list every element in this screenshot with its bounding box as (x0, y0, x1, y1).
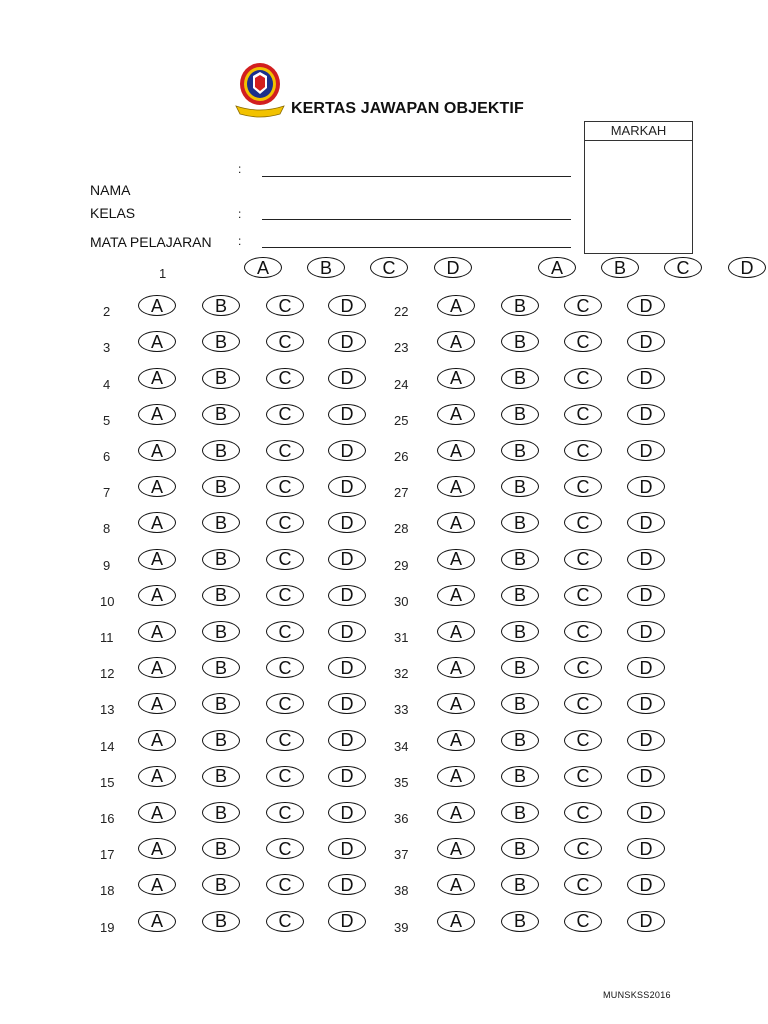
answer-bubble-b[interactable]: B (501, 802, 539, 823)
answer-bubble-d[interactable]: D (328, 585, 366, 606)
question-number: 24 (394, 376, 409, 392)
answer-bubble-b[interactable]: B (501, 476, 539, 497)
answer-bubble-b[interactable]: B (202, 549, 240, 570)
answer-bubble-b[interactable]: B (501, 874, 539, 895)
answer-bubble-b[interactable]: B (501, 440, 539, 461)
question-number: 39 (394, 919, 409, 935)
answer-bubble-d[interactable]: D (627, 585, 665, 606)
answer-bubble-c[interactable]: C (266, 838, 304, 859)
question-number: 8 (103, 521, 111, 537)
answer-bubble-b[interactable]: B (202, 874, 240, 895)
answer-bubble-c[interactable]: C (266, 585, 304, 606)
answer-bubble-c[interactable]: C (564, 512, 602, 533)
answer-bubble-c[interactable]: C (664, 257, 702, 278)
question-number: 31 (394, 630, 409, 645)
question-number: 3 (103, 340, 111, 356)
answer-bubble-d[interactable]: D (434, 257, 472, 278)
answer-bubble-d[interactable]: D (627, 331, 665, 352)
question-number: 26 (394, 449, 409, 464)
answer-bubble-c[interactable]: C (266, 766, 304, 787)
answer-bubble-a[interactable]: A (437, 331, 475, 352)
answer-bubble-d[interactable]: D (627, 512, 665, 533)
answer-bubble-d[interactable]: D (328, 295, 366, 316)
answer-bubble-c[interactable]: C (370, 257, 408, 278)
answer-bubble-c[interactable]: C (266, 331, 304, 352)
marks-label: MARKAH (585, 122, 692, 141)
answer-bubble-d[interactable]: D (328, 621, 366, 642)
answer-bubble-a[interactable]: A (138, 621, 176, 642)
answer-bubble-d[interactable]: D (328, 512, 366, 533)
question-number: 29 (394, 557, 409, 573)
question-number: 2 (103, 304, 111, 320)
answer-bubble-a[interactable]: A (437, 295, 475, 316)
question-number: 25 (394, 412, 409, 428)
answer-bubble-a[interactable]: A (437, 730, 475, 751)
answer-bubble-a[interactable]: A (437, 549, 475, 570)
answer-bubble-c[interactable]: C (564, 693, 602, 714)
answer-bubble-c[interactable]: C (564, 549, 602, 570)
question-number: 9 (103, 557, 111, 573)
answer-bubble-a[interactable]: A (138, 766, 176, 787)
question-number: 13 (100, 702, 115, 718)
answer-bubble-a[interactable]: A (538, 257, 576, 278)
school-crest-logo (234, 62, 286, 118)
page-title: KERTAS JAWAPAN OBJEKTIF (291, 100, 524, 117)
answer-bubble-a[interactable]: A (437, 838, 475, 859)
answer-bubble-d[interactable]: D (328, 838, 366, 859)
answer-bubble-a[interactable]: A (437, 404, 475, 425)
answer-bubble-d[interactable]: D (328, 730, 366, 751)
answer-bubble-b[interactable]: B (307, 257, 345, 278)
answer-bubble-d[interactable]: D (328, 802, 366, 823)
answer-bubble-c[interactable]: C (564, 621, 602, 642)
question-number: 37 (394, 847, 409, 863)
question-number: 10 (100, 593, 115, 609)
question-number: 35 (394, 774, 409, 790)
answer-bubble-c[interactable]: C (564, 911, 602, 932)
answer-bubble-d[interactable]: D (627, 766, 665, 787)
answer-bubble-a[interactable]: A (437, 585, 475, 606)
answer-bubble-d[interactable]: D (627, 657, 665, 678)
question-number: 6 (103, 449, 111, 464)
answer-bubble-a[interactable]: A (138, 693, 176, 714)
answer-bubble-b[interactable]: B (501, 331, 539, 352)
answer-bubble-b[interactable]: B (202, 657, 240, 678)
answer-bubble-d[interactable]: D (627, 404, 665, 425)
name-colon: : (238, 162, 242, 176)
answer-bubble-a[interactable]: A (437, 440, 475, 461)
answer-bubble-d[interactable]: D (627, 440, 665, 461)
footer-code: MUNSKSS2016 (603, 990, 671, 1000)
answer-bubble-a[interactable]: A (138, 295, 176, 316)
answer-bubble-c[interactable]: C (266, 404, 304, 425)
answer-bubble-d[interactable]: D (627, 549, 665, 570)
answer-bubble-a[interactable]: A (437, 693, 475, 714)
answer-bubble-d[interactable]: D (728, 257, 766, 278)
question-number: 22 (394, 304, 409, 320)
answer-bubble-a[interactable]: A (437, 657, 475, 678)
answer-bubble-b[interactable]: B (202, 295, 240, 316)
answer-bubble-d[interactable]: D (627, 802, 665, 823)
answer-bubble-c[interactable]: C (266, 730, 304, 751)
answer-bubble-d[interactable]: D (328, 368, 366, 389)
answer-bubble-b[interactable]: B (501, 766, 539, 787)
answer-bubble-b[interactable]: B (202, 476, 240, 497)
answer-bubble-b[interactable]: B (202, 621, 240, 642)
answer-bubble-a[interactable]: A (138, 512, 176, 533)
answer-bubble-b[interactable]: B (501, 693, 539, 714)
answer-bubble-b[interactable]: B (202, 802, 240, 823)
answer-bubble-d[interactable]: D (328, 911, 366, 932)
answer-bubble-b[interactable]: B (202, 693, 240, 714)
answer-bubble-a[interactable]: A (138, 331, 176, 352)
question-number: 12 (100, 666, 115, 682)
question-number: 1 (159, 266, 167, 281)
class-colon: : (238, 207, 242, 221)
answer-bubble-a[interactable]: A (138, 730, 176, 751)
answer-bubble-b[interactable]: B (202, 585, 240, 606)
question-number: 23 (394, 340, 409, 356)
question-number: 4 (103, 376, 111, 392)
answer-bubble-c[interactable]: C (564, 802, 602, 823)
answer-bubble-d[interactable]: D (328, 476, 366, 497)
question-number: 36 (394, 811, 409, 826)
answer-bubble-b[interactable]: B (202, 404, 240, 425)
answer-bubble-c[interactable]: C (266, 512, 304, 533)
answer-bubble-b[interactable]: B (501, 621, 539, 642)
answer-bubble-a[interactable]: A (138, 440, 176, 461)
answer-bubble-b[interactable]: B (202, 911, 240, 932)
answer-bubble-c[interactable]: C (564, 404, 602, 425)
answer-bubble-a[interactable]: A (437, 802, 475, 823)
answer-bubble-c[interactable]: C (266, 440, 304, 461)
class-line[interactable] (262, 219, 571, 220)
question-number: 7 (103, 485, 111, 501)
name-line[interactable] (262, 176, 571, 177)
answer-bubble-c[interactable]: C (564, 838, 602, 859)
answer-bubble-c[interactable]: C (564, 476, 602, 497)
question-number: 28 (394, 521, 409, 537)
answer-bubble-d[interactable]: D (627, 368, 665, 389)
answer-bubble-d[interactable]: D (627, 693, 665, 714)
answer-bubble-d[interactable]: D (328, 440, 366, 461)
answer-bubble-d[interactable]: D (328, 693, 366, 714)
answer-bubble-b[interactable]: B (501, 404, 539, 425)
answer-bubble-b[interactable]: B (202, 838, 240, 859)
question-number: 32 (394, 666, 409, 682)
subject-colon: : (238, 234, 242, 248)
question-number: 33 (394, 702, 409, 718)
class-label: KELAS (90, 205, 136, 221)
answer-bubble-d[interactable]: D (627, 476, 665, 497)
answer-bubble-b[interactable]: B (501, 657, 539, 678)
answer-bubble-d[interactable]: D (627, 295, 665, 316)
question-number: 38 (394, 883, 409, 899)
answer-bubble-c[interactable]: C (266, 549, 304, 570)
answer-bubble-a[interactable]: A (437, 368, 475, 389)
answer-bubble-c[interactable]: C (564, 295, 602, 316)
answer-bubble-a[interactable]: A (437, 874, 475, 895)
answer-bubble-a[interactable]: A (138, 802, 176, 823)
answer-bubble-c[interactable]: C (266, 368, 304, 389)
answer-bubble-a[interactable]: A (138, 657, 176, 678)
answer-bubble-b[interactable]: B (202, 730, 240, 751)
answer-bubble-b[interactable]: B (501, 295, 539, 316)
answer-bubble-c[interactable]: C (564, 368, 602, 389)
answer-bubble-d[interactable]: D (328, 331, 366, 352)
answer-bubble-d[interactable]: D (328, 549, 366, 570)
question-number: 14 (100, 738, 115, 754)
question-number: 15 (100, 774, 115, 790)
answer-bubble-a[interactable]: A (437, 766, 475, 787)
marks-box (584, 121, 693, 254)
answer-bubble-c[interactable]: C (266, 802, 304, 823)
question-number: 17 (100, 847, 115, 863)
answer-bubble-c[interactable]: C (266, 295, 304, 316)
answer-bubble-c[interactable]: C (266, 621, 304, 642)
answer-bubble-a[interactable]: A (138, 585, 176, 606)
question-number: 27 (394, 485, 409, 501)
answer-bubble-b[interactable]: B (501, 585, 539, 606)
question-number: 11 (100, 630, 114, 645)
answer-bubble-c[interactable]: C (564, 730, 602, 751)
answer-bubble-a[interactable]: A (437, 621, 475, 642)
question-number: 5 (103, 412, 111, 428)
answer-bubble-a[interactable]: A (138, 549, 176, 570)
answer-bubble-d[interactable]: D (627, 621, 665, 642)
answer-bubble-b[interactable]: B (501, 368, 539, 389)
answer-bubble-d[interactable]: D (328, 766, 366, 787)
answer-bubble-a[interactable]: A (437, 476, 475, 497)
answer-bubble-c[interactable]: C (266, 476, 304, 497)
question-number: 19 (100, 919, 115, 935)
answer-bubble-d[interactable]: D (627, 911, 665, 932)
answer-bubble-d[interactable]: D (328, 657, 366, 678)
question-number: 18 (100, 883, 115, 899)
answer-bubble-c[interactable]: C (266, 911, 304, 932)
answer-bubble-c[interactable]: C (564, 874, 602, 895)
answer-bubble-c[interactable]: C (266, 693, 304, 714)
answer-bubble-b[interactable]: B (501, 911, 539, 932)
answer-bubble-a[interactable]: A (437, 911, 475, 932)
answer-bubble-a[interactable]: A (244, 257, 282, 278)
question-number: 34 (394, 738, 409, 754)
answer-bubble-c[interactable]: C (564, 331, 602, 352)
answer-bubble-c[interactable]: C (564, 657, 602, 678)
answer-bubble-c[interactable]: C (266, 874, 304, 895)
question-number: 16 (100, 811, 115, 826)
answer-bubble-b[interactable]: B (202, 331, 240, 352)
question-number: 30 (394, 593, 409, 609)
answer-bubble-a[interactable]: A (138, 838, 176, 859)
answer-bubble-c[interactable]: C (564, 766, 602, 787)
answer-bubble-b[interactable]: B (202, 440, 240, 461)
answer-bubble-d[interactable]: D (328, 404, 366, 425)
answer-bubble-a[interactable]: A (138, 368, 176, 389)
answer-bubble-c[interactable]: C (564, 585, 602, 606)
answer-bubble-b[interactable]: B (501, 838, 539, 859)
answer-bubble-d[interactable]: D (627, 730, 665, 751)
answer-bubble-b[interactable]: B (601, 257, 639, 278)
answer-bubble-a[interactable]: A (437, 512, 475, 533)
answer-bubble-c[interactable]: C (266, 657, 304, 678)
subject-line[interactable] (262, 247, 571, 248)
answer-bubble-b[interactable]: B (501, 730, 539, 751)
answer-bubble-b[interactable]: B (202, 512, 240, 533)
answer-bubble-a[interactable]: A (138, 404, 176, 425)
answer-bubble-b[interactable]: B (501, 512, 539, 533)
answer-bubble-d[interactable]: D (328, 874, 366, 895)
subject-label: MATA PELAJARAN (90, 234, 212, 250)
answer-bubble-a[interactable]: A (138, 911, 176, 932)
answer-bubble-b[interactable]: B (202, 766, 240, 787)
answer-bubble-b[interactable]: B (501, 549, 539, 570)
answer-bubble-c[interactable]: C (564, 440, 602, 461)
answer-bubble-d[interactable]: D (627, 838, 665, 859)
answer-bubble-a[interactable]: A (138, 476, 176, 497)
answer-bubble-b[interactable]: B (202, 368, 240, 389)
name-label: NAMA (90, 182, 131, 198)
answer-bubble-d[interactable]: D (627, 874, 665, 895)
answer-bubble-a[interactable]: A (138, 874, 176, 895)
